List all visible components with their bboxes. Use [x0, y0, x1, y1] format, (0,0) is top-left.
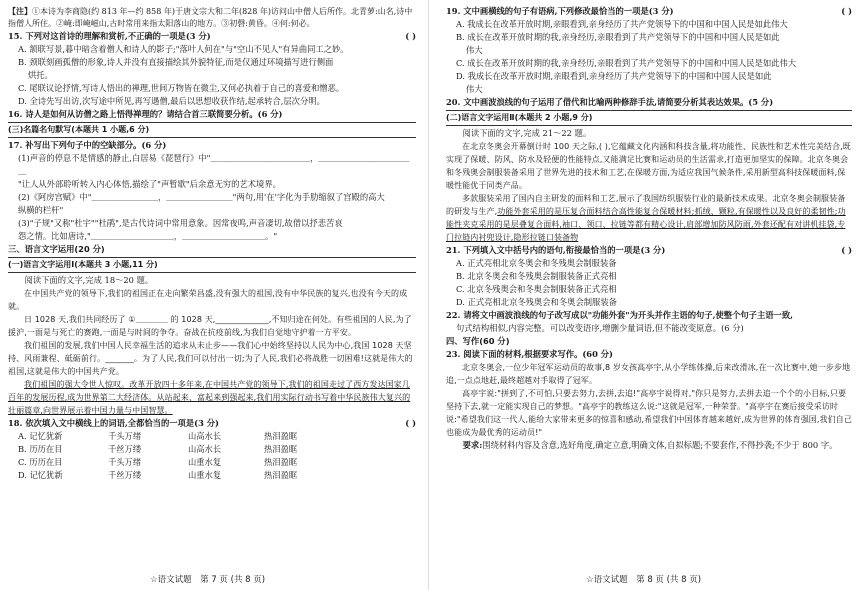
- question-15: 15. 下列对这首诗的理解和赏析,不正确的一项是(3 分) ( ): [8, 31, 416, 41]
- wavy-underlined-sentence: 功能外套采用的是压复合面料结合高性能复合保暖材料;抓绒、颗粒,有保暖性以及良好的柔韧性;功能性夹克采用的是层叠复合面料,袖口、领口、拉链等都有精心设计,肩部增加防风防雨,外套还配有对讲机挂袋,专门拉链内衬兜设计,隐形拉链口装备物: [446, 207, 846, 242]
- passage-paragraph-4: 我们祖国的强大令世人惊叹。改革开放四十多年来,在中国共产党的领导下,我们的祖国走过了西方发达国家几百年的发展历程,成为世界第二大经济体。从站起来、富起来到强起来,我们用实际行动书写着中华民族伟大复兴的壮丽篇章,向世界展示着中国力量与中国智慧。: [8, 380, 411, 415]
- question-22: 22. 请将文中画波浪线的句子改写成以"功能外套"为开头并作主语的句子,使整个句子主语一致,: [446, 310, 794, 320]
- question-20: 20. 文中画波浪线的句子运用了借代和比喻两种修辞手法,请简要分析其表达效果。(5 分): [446, 97, 774, 107]
- q19-option-a: A. 我成长在改革开放时期,亲眼看到,亲身经历了共产党领导下的中国和中国人民是如此伟大: [455, 19, 788, 29]
- page-7-footer: ☆语文试题 第 7 页 (共 8 页): [150, 575, 266, 585]
- question-21: 21. 下列填入文中括号内的语句,衔接最恰当的一项是(3 分) ( ): [446, 245, 852, 255]
- passage-2-paragraph-2: 多款服装采用了国内自主研发的面料和工艺,展示了我国纺织服装行业的最新技术成果。北京冬奥会制服装备的研发与生产,功能外套采用的是压复合面料结合高性能复合保暖材料;抓绒、颗粒,有保暖性以及良好的柔韧性;功能性夹克采用的是层叠复合面料,袖口、领口、拉链等都有精心设计,肩部增加防风防雨,外套还配有对讲机挂袋,专门拉链内衬兜设计,隐形拉链口装备物: [446, 194, 846, 242]
- q18-option-b: B. 历历在目 千丝万缕 山高水长 热泪盈眶: [17, 444, 298, 454]
- q18-option-c: C. 历历在目 千头万绪 山重水复 热泪盈眶: [17, 457, 298, 467]
- q21-option-a: A. 正式亮相北京冬奥会和冬残奥会制服装备: [455, 258, 617, 268]
- passage-2-paragraph-1: 在北京冬奥会开幕倒计时 100 天之际,( ),它蕴藏文化内涵和科技含量,将功能性、民族性和艺术性完美结合,既实现了保暖、防风、防水及轻便的性能特点,又能满足比赛和运动员的生活需求,打造更加坚实的保障。北京冬奥会和冬残奥会制服装备采用了世界先进的技术和工艺,在保暖方面,为适应我国气候条件,采用新型高科技保暖面料,保暖性能优于同类产品。: [446, 142, 851, 190]
- q19-option-b: B. 成长在改革开放时期的我,亲身经历,亲眼看到了共产党领导下的中国和中国人民是如此: [455, 32, 780, 42]
- material-paragraph-2: 高亭宇说:"拼到了,不可怕,只要去努力,去拼,去追!"高亭宇说得对,"你只是努力,去拼去追一个个的小目标,只要坚持下去,就一定能实现自己的梦想。"高亭宇的教练这么说:"这就是冠军,一种荣誉。"高亭宇在赛后接受采访时说:"希望我们这一代人,能给大家带来更多的惊喜和感动,希望我们中国体育越来越好,成为世界的体育强国,我们自己也能成为最优秀的运动员!": [446, 389, 852, 437]
- q17-item-3-cont: 怨之情。比如唐诗,"＿＿＿＿＿＿＿＿＿＿，＿＿＿＿＿＿＿＿＿＿。": [17, 231, 278, 241]
- q21-option-d: D. 正式亮相北京冬残奥会和冬奥会制服装备: [455, 297, 617, 307]
- question-19: 19. 文中画横线的句子有语病,下列修改最恰当的一项是(3 分) ( ): [446, 6, 852, 16]
- question-23: 23. 阅读下面的材料,根据要求写作。(60 分): [446, 349, 613, 359]
- subsection-language-2: (二)语言文字运用Ⅱ(本题共 2 小题,9 分): [446, 110, 852, 126]
- page-7: [8, 5, 416, 482]
- question-18: 18. 依次填入文中横线上的词语,全都恰当的一项是(3 分) ( ): [8, 418, 416, 428]
- q17-item-1: (1)声音的停息不是情感的静止,白居易《琵琶行》中"＿＿＿＿＿＿＿＿＿＿＿＿，＿＿＿＿＿＿＿＿＿＿＿＿: [17, 153, 410, 176]
- q21-option-c: C. 北京冬残奥会和冬奥会制服装备正式亮相: [455, 284, 617, 294]
- q15-option-b: B. 颈联刻画孤僧的形象,诗人并没有直接描绘其外貌特征,而是仅通过环境描写进行侧面: [17, 57, 334, 67]
- page-8: [446, 5, 852, 452]
- q15-option-b-cont: 烘托。: [27, 70, 53, 80]
- reading-instruction-2: 阅读下面的文字,完成 21～22 题。: [462, 128, 592, 138]
- q15-option-d: D. 全诗先写出访,次写途中所见,再写遇僧,最后以思想收获作结,起承转合,层次分明。: [17, 96, 325, 106]
- q17-item-2: (2)《阿房宫赋》中"＿＿＿＿＿＿＿＿，＿＿＿＿＿＿＿＿"两句,用'在'字化为手肋缩叙了宫殿的高大: [17, 192, 385, 202]
- q18-options: [8, 430, 416, 482]
- q21-option-b: B. 北京冬奥会和冬残奥会制服装备正式亮相: [455, 271, 617, 281]
- passage-paragraph-1: 在中国共产党的领导下,我们的祖国正在走向繁荣昌盛,没有强大的祖国,没有中华民族的复兴,也没有今天的成就。: [8, 289, 408, 311]
- q15-option-c: C. 尾联议论抒情,写诗人悟出的禅理,世间万物皆在微尘,又何必执着于自己的喜爱和憎恶。: [17, 83, 345, 93]
- passage-paragraph-3: 我们祖国的发展,我们中国人民幸福生活的追求从未止步——我们心中始终坚持以人民为中心,我国 1028 天坚持、风雨兼程、砥砺前行。_______。为了人民,我们可以付出一切;为了人民,我们必将战胜一切困难!这就是伟大的祖国,这就是伟大的中国共产党。: [8, 341, 413, 376]
- question-17: 17. 补写出下列句子中的空缺部分。(6 分): [8, 140, 167, 150]
- subsection-language-1: (一)语言文字运用Ⅰ(本题共 3 小题,11 分): [8, 257, 416, 273]
- section-4-title: 四、写作(60 分): [446, 336, 510, 346]
- page-divider: [428, 0, 429, 590]
- question-16: 16. 诗人是如何从访僧之路上悟得禅理的？请结合首三联简要分析。(6 分): [8, 109, 283, 119]
- material-paragraph-1: 北京冬奥会,一位少年冠军运动员的故事,8 岁女孩高亭宇,从小学练体操,后来改滑冰,在一次比赛中,她一步步地追,一点点地赶,最终超越对手取得了冠军。: [446, 363, 851, 385]
- q18-option-a: A. 记忆犹新 千头万绪 山高水长 热泪盈眶: [17, 431, 298, 441]
- section-recitation: (三)名篇名句默写(本题共 1 小题,6 分): [8, 122, 416, 138]
- writing-requirements: 要求:围绕材料内容及含意,选好角度,确定立意,明确文体,自拟标题;不要套作,不得抄袭;不少于 800 字。: [462, 440, 838, 450]
- q19-option-d: D. 我成长在改革开放时期,亲眼看到,亲身经历了共产党领导下的中国和中国人民是如此: [455, 71, 772, 81]
- q17-item-1-cont: "让人从外部聆听转入内心体悟,描绘了"声暂歇"后余意无穷的艺术境界。: [17, 179, 281, 189]
- reading-instruction: 阅读下面的文字,完成 18～20 题。: [24, 275, 154, 285]
- poem-note: 【注】①本诗为李商隐(约 813 年—约 858 年)于唐文宗大和二年(828 年)访问山中僧人后所作。北青萝:山名,诗中指僧人所住。②崦:即崦嵫山,古时常用来指太阳落山的地方。③初磬:黄昏。④何:何必。: [8, 6, 413, 28]
- q19-option-d-cont: 伟大: [465, 84, 483, 94]
- page-8-footer: ☆语文试题 第 8 页 (共 8 页): [586, 575, 702, 585]
- question-22-cont: 句式结构相似,内容完整。可以改变语序,增删少量词语,但不能改变原意。(6 分): [455, 323, 744, 333]
- q17-item-3: (3)"子规"又称"杜宇""杜鹃",是古代诗词中常用意象。因常夜鸣,声音凄切,故借以抒悲苦哀: [17, 218, 343, 228]
- passage-paragraph-2: 日 1028 天,我们共同经历了 ①＿＿＿＿ 的 1028 天,_____________,不知归途在何处。有些祖国的人民,为了援沪,一面是与死亡的赛跑,一面是与时间的争夺。奋战在抗疫前线,为我们自觉地守护着一方平安。: [8, 315, 412, 337]
- q19-option-c: C. 成长在改革开放时期的我,亲身经历,亲眼看到了共产党领导下的中国和中国人民是如此伟大: [455, 58, 797, 68]
- q19-option-b-cont: 伟大: [465, 45, 483, 55]
- q18-option-d: D. 记忆犹新 千丝万缕 山重水复 热泪盈眶: [17, 470, 298, 480]
- q17-item-2-cont: 纵横的栏杆": [17, 205, 64, 215]
- section-3-title: 三、语言文字运用(20 分): [8, 244, 105, 254]
- q15-option-a: A. 颔联写景,暮中暗含着僧人和诗人的影子;"落叶人何在"与"空山不见人"有异曲同工之妙。: [17, 44, 349, 54]
